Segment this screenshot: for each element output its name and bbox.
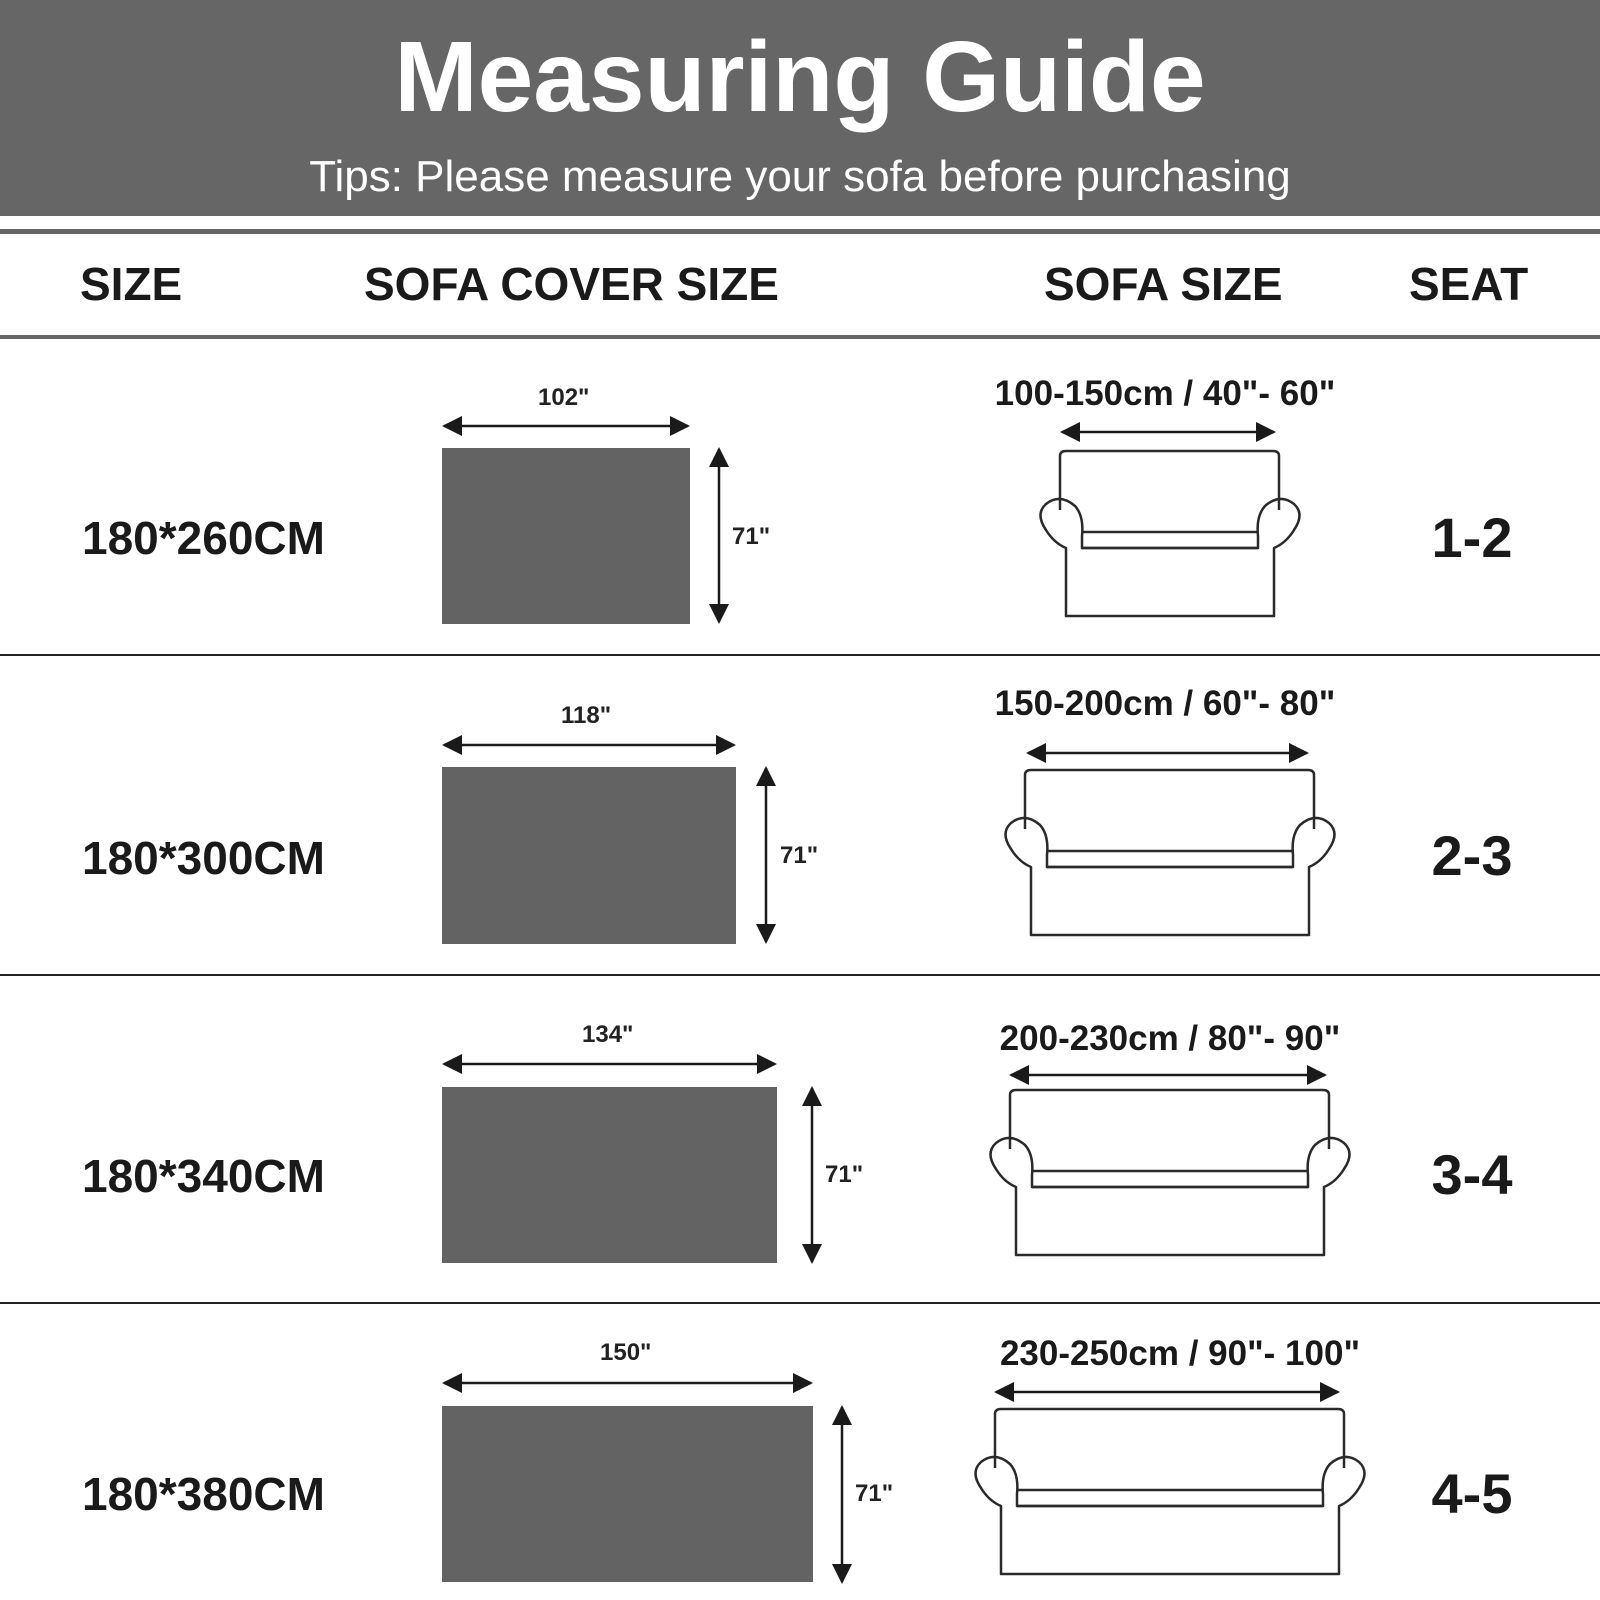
- column-header-seat: SEAT: [1409, 258, 1529, 310]
- three-seat-sofa-icon: [995, 767, 1345, 943]
- column-header-sofa-size: SOFA SIZE: [1044, 258, 1283, 310]
- four-seat-sofa-icon: [980, 1087, 1360, 1263]
- size-value: 180*340CM: [82, 1150, 325, 1202]
- seat-count: 3-4: [1431, 1143, 1513, 1206]
- seat-count: 1-2: [1431, 506, 1513, 569]
- sofa-size-range: 150-200cm / 60"- 80": [994, 684, 1336, 723]
- column-header-cover-size: SOFA COVER SIZE: [364, 258, 779, 310]
- cover-height-label: 71": [855, 1480, 894, 1507]
- size-value: 180*380CM: [82, 1468, 325, 1520]
- sofa-size-range: 200-230cm / 80"- 90": [999, 1019, 1341, 1058]
- two-seat-sofa-icon: [1030, 448, 1310, 624]
- cover-width-label: 118": [561, 702, 612, 729]
- sofa-size-range: 230-250cm / 90"- 100": [999, 1334, 1361, 1373]
- five-seat-sofa-icon: [965, 1406, 1375, 1582]
- seat-count: 2-3: [1431, 824, 1513, 887]
- size-value: 180*300CM: [82, 832, 325, 884]
- size-value: 180*260CM: [82, 512, 325, 564]
- sofa-size-range: 100-150cm / 40"- 60": [994, 374, 1336, 413]
- cover-height-label: 71": [825, 1161, 864, 1188]
- seat-count: 4-5: [1431, 1462, 1513, 1525]
- cover-height-label: 71": [732, 523, 771, 550]
- page-title: Measuring Guide: [394, 21, 1206, 133]
- cover-width-label: 102": [538, 384, 590, 411]
- cover-width-label: 150": [600, 1339, 652, 1366]
- column-header-size: SIZE: [80, 258, 183, 310]
- cover-height-label: 71": [780, 842, 819, 869]
- cover-width-label: 134": [582, 1021, 634, 1048]
- tips-text: Tips: Please measure your sofa before purchasing: [309, 152, 1291, 201]
